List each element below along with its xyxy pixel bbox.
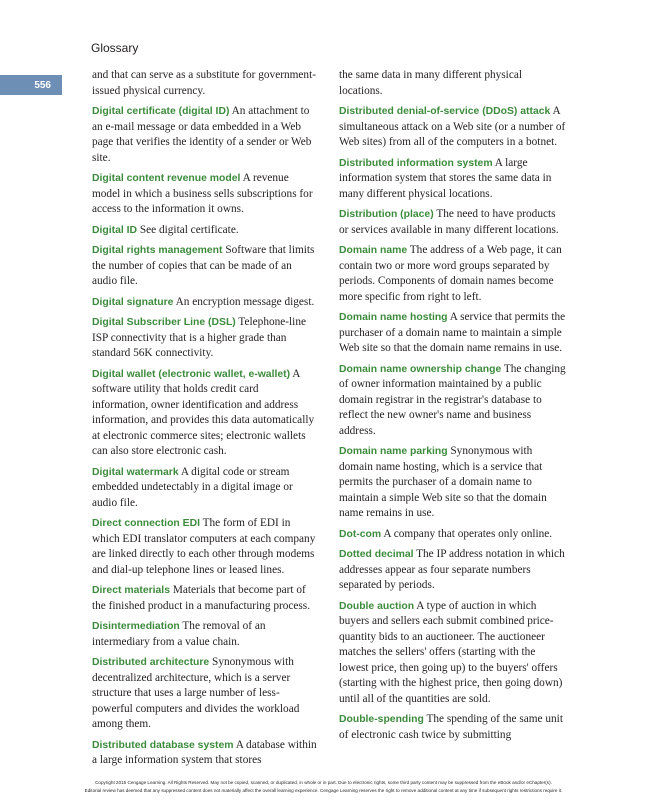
glossary-entry — [92, 738, 317, 769]
entry-definition: A service that permits the purchaser of a domain name to maintain a simple Web site so that the domain name remains in use. — [339, 311, 566, 354]
entry-term: Distribution (place) — [339, 209, 434, 220]
entry-definition: The need to have products or services available in many different locations. — [339, 208, 559, 236]
entry-term: Distributed denial-of-service (DDoS) attack — [339, 106, 551, 117]
glossary-entry — [339, 310, 566, 357]
entry-definition: Software that limits the number of copies that can be made of an audio file. — [92, 244, 315, 287]
entry-definition: Synonymous with decentralized architecture, which is a server structure that uses a large number of less-powerful computers and divides the workload among them. — [92, 656, 300, 730]
entry-definition: A digital code or stream embedded undetectably in a digital image or audio file. — [92, 465, 293, 509]
entry-definition: The changing of owner information maintained by a public domain registrar in the registrar's database to reflect the new owner's name and business address. — [339, 362, 566, 437]
glossary-entry — [92, 68, 317, 99]
entry-term: Double auction — [339, 600, 415, 612]
entry-term: Digital watermark — [92, 466, 179, 478]
glossary-entry — [339, 104, 566, 151]
entry-definition: See digital certificate. — [139, 223, 239, 236]
glossary-entry — [92, 583, 317, 614]
entry-term: Dotted decimal — [339, 549, 414, 560]
right-column — [339, 68, 566, 748]
entry-definition: The address of a Web page, it can contain two or more word groups separated by periods. Components of domain names become more specific from right to left. — [339, 244, 562, 303]
entry-definition: The removal of an intermediary from a value chain. — [92, 620, 266, 648]
glossary-entry — [339, 207, 566, 238]
entry-definition: Synonymous with domain name hosting, which is a service that permits the purchaser of a domain name to maintain a simple Web site so that the domain name remains in use. — [339, 445, 547, 519]
entry-term: Digital wallet (electronic wallet, e-wallet) — [92, 368, 291, 380]
glossary-entry — [339, 68, 566, 99]
entry-definition: the same data in many different physical locations. — [339, 69, 522, 97]
glossary-entry — [92, 223, 317, 239]
entry-term: Direct materials — [92, 585, 170, 596]
entry-term: Domain name ownership change — [339, 363, 502, 375]
entry-term: Domain name parking — [339, 446, 448, 457]
glossary-entry — [339, 444, 566, 522]
entry-term: Distributed architecture — [92, 657, 210, 668]
entry-definition: A company that operates only online. — [383, 527, 553, 540]
entry-term: Distributed database system — [92, 739, 234, 751]
glossary-entry — [339, 362, 566, 440]
entry-definition: The spending of the same unit of electronic cash twice by submitting — [339, 713, 563, 741]
glossary-entry — [92, 171, 317, 218]
entry-term: Digital Subscriber Line (DSL) — [92, 317, 236, 328]
entry-term: Double-spending — [339, 714, 424, 725]
glossary-entry — [339, 599, 566, 708]
entry-term: Disintermediation — [92, 621, 180, 632]
entry-term: Digital content revenue model — [92, 173, 241, 184]
glossary-entry — [339, 547, 566, 594]
glossary-entry — [339, 243, 566, 305]
entry-definition: The form of EDI in which EDI translator computers at each company are linked directly to each other through modems and dial-up telephone lines or leased lines. — [92, 517, 316, 576]
entry-term: Direct connection EDI — [92, 518, 200, 529]
entry-definition: A large information system that stores the same data in many different physical locations. — [339, 156, 552, 200]
entry-definition: A type of auction in which buyers and sellers each submit combined price-quantity bids to an auctioneer. The auctioneer matches the sellers' offers (starting with the lowest price, then going up) to the buyers' offers (starting with the highest price, then going down) until all of the quantities are sold. — [339, 599, 563, 705]
entry-definition: Telephone-line ISP connectivity that is a higher grade than standard 56K connectivity. — [92, 316, 306, 359]
left-column — [92, 68, 317, 774]
entry-definition: A software utility that holds credit card information, owner identification and address information, and provides this data automatically at electronic commerce sites; electronic wallets can also store electronic cash. — [92, 367, 315, 457]
page-header-title: Glossary — [91, 41, 139, 55]
entry-definition: An attachment to an e-mail message or data embedded in a Web page that verifies the identity of a sender or Web site. — [92, 105, 312, 164]
glossary-entry — [92, 367, 317, 460]
entry-term: Digital certificate (digital ID) — [92, 106, 230, 117]
copyright-notice: Copyright 2015 Cengage Learning. All Rights Reserved. May not be copied, scanned, or duplicated, in whole or in part. Due to electronic rights, some third party content may be suppressed from the eBook and/or eChapter(s). — [95, 780, 552, 785]
entry-term: Domain name — [339, 245, 408, 256]
entry-definition: The IP address notation in which addresses appear as four separate numbers separated by periods. — [339, 548, 565, 591]
editorial-notice: Editorial review has deemed that any suppressed content does not materially affect the overall learning experience. Cengage Learning reserves the right to remove additional content at any time if subsequent rights restrictions require it. — [84, 788, 563, 793]
glossary-entry — [339, 527, 566, 543]
entry-definition: A revenue model in which a business sells subscriptions for access to the information it owns. — [92, 172, 313, 215]
glossary-entry — [92, 243, 317, 290]
glossary-entry — [339, 712, 566, 743]
entry-definition: A simultaneous attack on a Web site (or a number of Web sites) from all of the computers in a botnet. — [339, 105, 566, 148]
entry-term: Dot-com — [339, 528, 382, 540]
glossary-entry — [92, 516, 317, 578]
entry-term: Distributed information system — [339, 157, 493, 169]
glossary-entry — [92, 104, 317, 166]
glossary-entry — [92, 465, 317, 512]
page-number-tab: 556 — [0, 75, 62, 95]
entry-definition: An encryption message digest. — [175, 295, 315, 308]
entry-term: Digital rights management — [92, 245, 223, 256]
entry-term: Domain name hosting — [339, 312, 448, 323]
glossary-entry — [92, 619, 317, 650]
glossary-entry — [339, 156, 566, 203]
glossary-entry — [92, 655, 317, 733]
glossary-entry — [92, 295, 317, 311]
entry-definition: A database within a large information system that stores — [92, 738, 317, 766]
entry-term: Digital ID — [92, 224, 138, 236]
entry-term: Digital signature — [92, 296, 174, 308]
entry-definition: Materials that become part of the finished product in a manufacturing process. — [92, 584, 311, 612]
entry-definition: and that can serve as a substitute for government-issued physical currency. — [92, 69, 316, 97]
glossary-entry — [92, 315, 317, 362]
